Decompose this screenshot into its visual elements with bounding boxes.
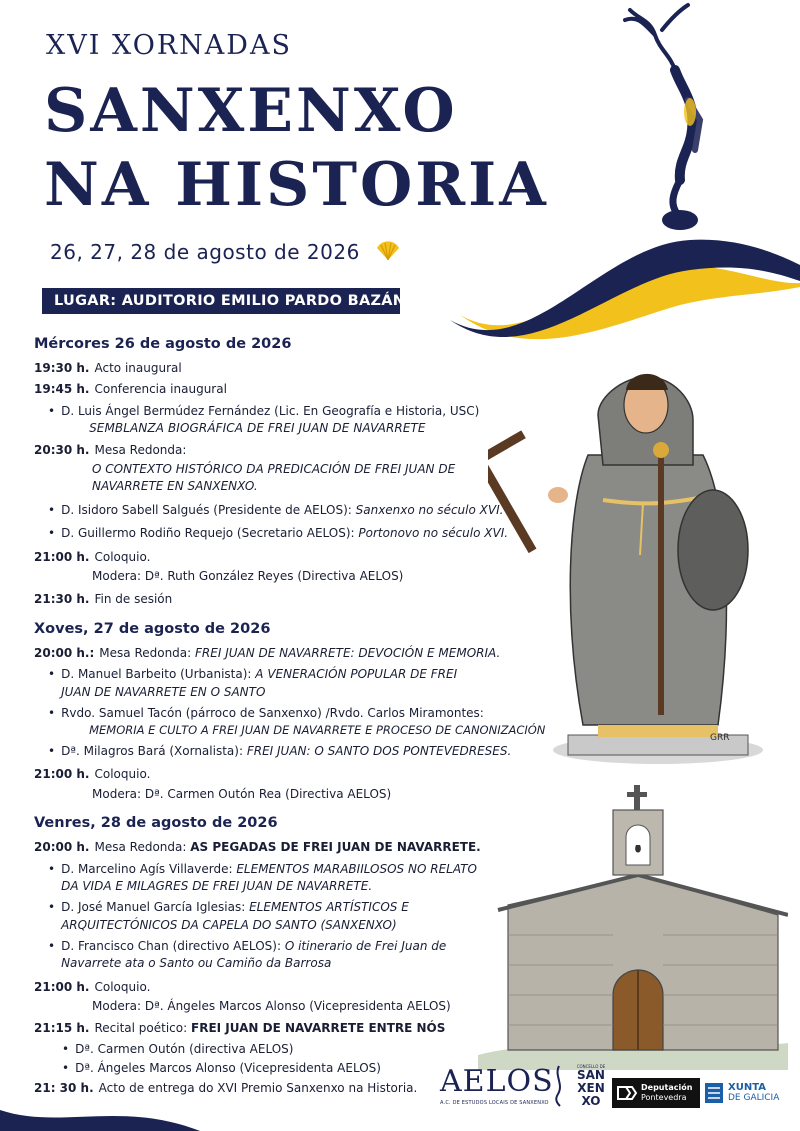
speaker-name: D. Marcelino Agís Villaverde: — [61, 861, 233, 876]
xunta-logo — [704, 1078, 798, 1108]
talk-title: ARQUITECTÓNICOS DA CAPELA DO SANTO (SANXENXO) — [61, 917, 397, 932]
bottom-wave-decoration — [0, 1100, 200, 1131]
speaker-item — [34, 705, 554, 739]
participant-item — [34, 1041, 554, 1058]
aelos-wave-icon — [552, 1064, 566, 1108]
program-item — [34, 381, 554, 398]
program-item — [34, 591, 554, 608]
item-text: Fin de sesión — [94, 592, 173, 607]
time: 20:00 h.: — [34, 645, 95, 660]
program-item — [34, 839, 554, 856]
speaker-name: • Dª. Milagros Bará (Xornalista): — [61, 743, 243, 758]
aelos-logo-text: AELOS — [440, 1064, 554, 1099]
venue-banner: LUGAR: AUDITORIO EMILIO PARDO BAZÁN — [42, 288, 400, 314]
time: 19:30 h. — [34, 361, 90, 376]
xunta-text: DE GALICIA — [728, 1093, 780, 1103]
moderator: Modera: Dª. Carmen Outón Rea (Directiva AELOS) — [92, 786, 392, 801]
talk-title: SEMBLANZA BIOGRÁFICA DE FREI JUAN DE NAVARRETE — [89, 421, 426, 436]
program — [34, 334, 554, 1101]
session-title-line: O CONTEXTO HISTÓRICO DA PREDICACIÓN DE FREI JUAN DE — [92, 461, 456, 476]
speaker-item — [34, 743, 554, 760]
speaker-item — [34, 403, 554, 438]
deputacion-logo — [612, 1078, 700, 1108]
talk-title: A VENERACIÓN POPULAR DE FREI — [255, 667, 458, 682]
program-item — [34, 1020, 554, 1037]
talk-title: ELEMENTOS MARABIILOSOS NO RELATO — [236, 861, 477, 876]
swimmer-illustration — [600, 0, 720, 240]
day-heading: Venres, 28 de agosto de 2026 — [34, 815, 278, 832]
title-line-1: SANXENXO — [44, 76, 458, 146]
speaker-item — [34, 525, 554, 542]
time: 21:00 h. — [34, 979, 90, 994]
speaker-name: • D. Guillermo Rodiño Requejo (Secretario AELOS): — [61, 526, 355, 541]
time: 21:00 h. — [34, 549, 90, 564]
aelos-logo — [440, 1064, 554, 1106]
talk-title: Portonovo no século XVI. — [358, 526, 509, 541]
time: 21: 30 h. — [34, 1080, 94, 1095]
speaker-item — [34, 502, 554, 519]
xunta-text: XUNTA — [728, 1082, 766, 1093]
xunta-emblem-icon — [704, 1082, 724, 1104]
talk-title: Navarrete ata o Santo ou Camiño da Barrosa — [61, 956, 332, 971]
illustration-signature: GRR — [710, 733, 730, 743]
talk-title: MEMORIA E CULTO A FREI JUAN DE NAVARRETE E PROCESO DE CANONIZACIÓN — [89, 723, 546, 738]
item-text: Mesa Redonda: — [94, 442, 187, 457]
session-title: FREI JUAN DE NAVARRETE ENTRE NÓS — [191, 1020, 446, 1035]
session-title-line: NAVARRETE EN SANXENXO. — [92, 479, 258, 494]
time: 21:15 h. — [34, 1020, 90, 1035]
time: 21:00 h. — [34, 767, 90, 782]
session-title: FREI JUAN DE NAVARRETE: DEVOCIÓN E MEMORIA. — [195, 645, 501, 660]
time: 21:30 h. — [34, 592, 90, 607]
item-text: Conferencia inaugural — [94, 382, 227, 397]
sponsor-logos — [440, 1062, 800, 1122]
aelos-logo-subtitle: A.C. DE ESTUDOS LOCAIS DE SANXENXO — [440, 1100, 549, 1106]
item-text: Coloquio. — [94, 549, 151, 564]
talk-title: JUAN DE NAVARRETE EN O SANTO — [61, 684, 266, 699]
participant-name: • Dª. Ángeles Marcos Alonso (Vicepresidenta AELOS) — [75, 1061, 381, 1076]
scallop-shell-icon — [375, 240, 401, 262]
program-item — [34, 645, 554, 662]
event-dates: 26, 27, 28 de agosto de 2026 — [50, 240, 401, 264]
item-text: Recital poético: — [94, 1020, 188, 1035]
session-title: AS PEGADAS DE FREI JUAN DE NAVARRETE. — [190, 840, 481, 855]
title-line-2: NA HISTORIA — [44, 150, 549, 220]
concello-line: XO — [581, 1094, 601, 1108]
concello-sanxenxo-logo — [574, 1064, 608, 1108]
time: 20:30 h. — [34, 442, 90, 457]
speaker-item — [34, 666, 554, 701]
talk-title: O itinerario de Frei Juan de — [284, 939, 447, 954]
moderator: Modera: Dª. Ruth González Reyes (Directiva AELOS) — [92, 568, 404, 583]
program-item — [34, 549, 554, 566]
item-text: Mesa Redonda: — [99, 645, 192, 660]
deputacion-text: Pontevedra — [641, 1093, 687, 1102]
time: 20:00 h. — [34, 840, 90, 855]
concello-line: XEN — [577, 1081, 605, 1095]
talk-title: DA VIDA E MILAGRES DE FREI JUAN DE NAVARRETE. — [61, 878, 373, 893]
talk-title: Sanxenxo no século XVI. — [355, 502, 504, 517]
moderator: Modera: Dª. Ángeles Marcos Alonso (Vicepresidenta AELOS) — [92, 999, 451, 1014]
day-heading: Mércores 26 de agosto de 2026 — [34, 336, 292, 352]
speaker-name: • D. Luis Ángel Bermúdez Fernández (Lic. En Geografía e Historia, USC) — [61, 403, 480, 418]
speaker-item — [34, 899, 554, 934]
speaker-item — [34, 861, 554, 896]
program-item — [34, 360, 554, 377]
deputacion-icon — [616, 1085, 638, 1101]
item-text: Acto inaugural — [94, 361, 182, 376]
item-text: Coloquio. — [94, 767, 151, 782]
day-heading: Xoves, 27 de agosto de 2026 — [34, 620, 271, 637]
program-item — [34, 442, 554, 459]
session-title — [34, 461, 554, 496]
speaker-name: D. José Manuel García Iglesias: — [61, 900, 246, 915]
talk-title: FREI JUAN: O SANTO DOS PONTEVEDRESES. — [246, 743, 512, 758]
item-text: Acto de entrega do XVI Premio Sanxenxo na Historia. — [98, 1080, 418, 1095]
program-item — [34, 766, 554, 783]
speaker-name: • D. Isidoro Sabell Salgués (Presidente de AELOS): — [61, 502, 352, 517]
item-text: Mesa Redonda: — [94, 840, 187, 855]
pre-title: XVI XORNADAS — [46, 30, 292, 61]
item-text: Coloquio. — [94, 979, 151, 994]
speaker-name: D. Manuel Barbeito (Urbanista): — [61, 667, 252, 682]
talk-title: ELEMENTOS ARTÍSTICOS E — [249, 900, 409, 915]
speaker-name: • Rvdo. Samuel Tacón (párroco de Sanxenxo) /Rvdo. Carlos Miramontes: — [61, 705, 484, 720]
speaker-item — [34, 938, 554, 973]
concello-line: SAN — [577, 1068, 605, 1082]
participant-name: • Dª. Carmen Outón (directiva AELOS) — [75, 1042, 294, 1057]
program-item — [34, 979, 554, 996]
concello-label: CONCELLO DE — [576, 1064, 606, 1069]
deputacion-text: Deputación — [641, 1083, 693, 1092]
time: 19:45 h. — [34, 382, 90, 397]
speaker-name: D. Francisco Chan (directivo AELOS): — [61, 939, 281, 954]
